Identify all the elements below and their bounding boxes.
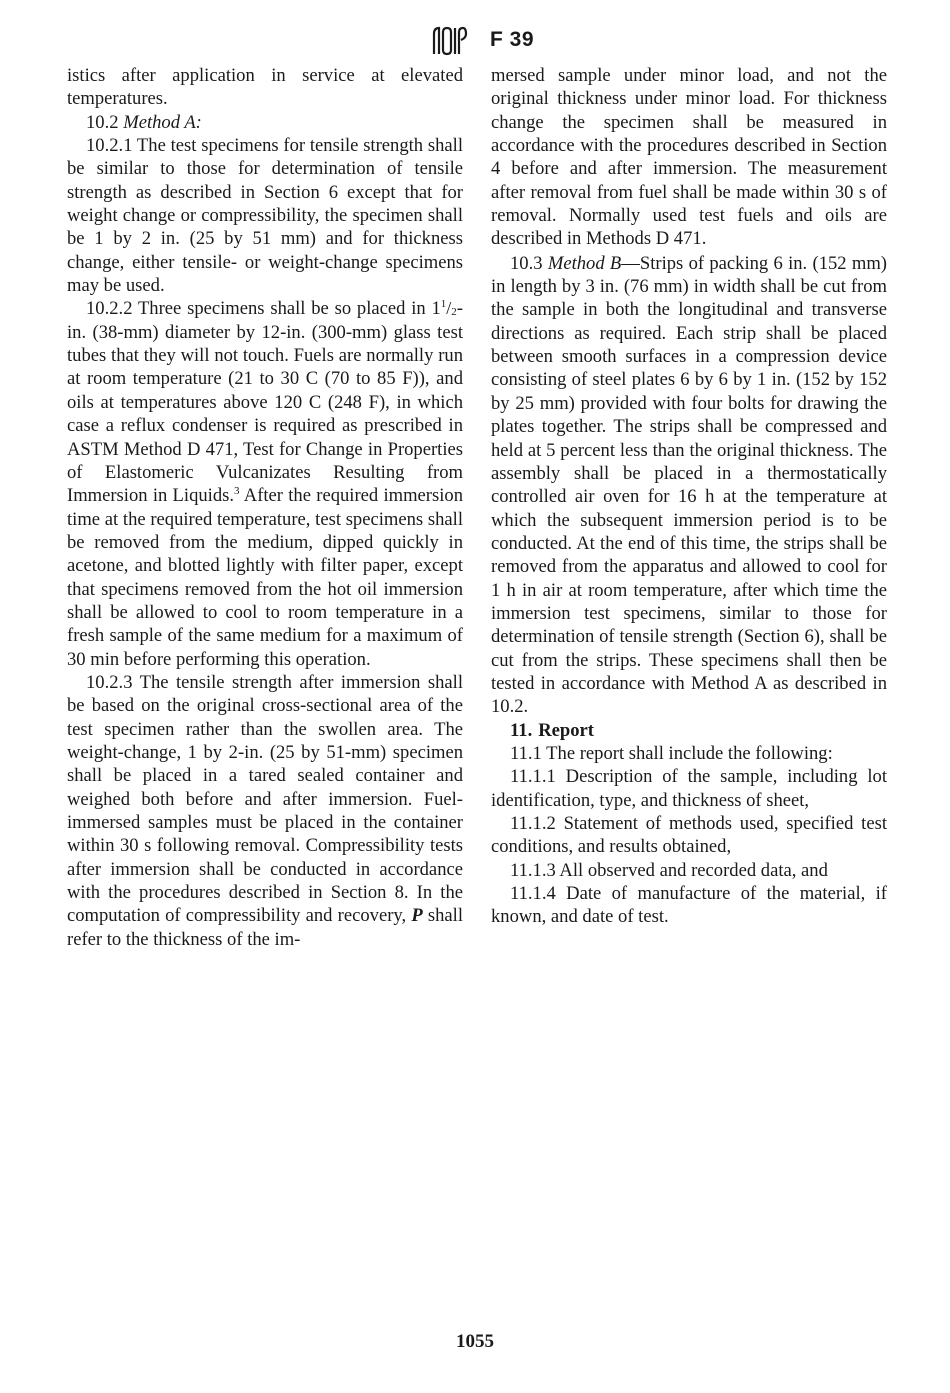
paragraph-11-1-3: 11.1.3 All observed and recorded data, and (510, 859, 828, 881)
fraction-denominator: 2 (451, 306, 457, 319)
standard-designation: F 39 (490, 28, 535, 51)
paragraph-text: 10.2.2 Three specimens shall be so placed in 1 (86, 298, 441, 320)
paragraph-11-1-2: 11.1.2 Statement of methods used, specified test conditions, and results obtained, (491, 813, 887, 858)
subsection-title: Method A: (123, 111, 202, 133)
subsection-title: Method B (547, 252, 622, 274)
paragraph-continuation: istics after application in service at elevated temperatures. (67, 65, 463, 110)
paragraph-10-2-2 (67, 297, 463, 671)
paragraph-11-1-4: 11.1.4 Date of manufacture of the material, if known, and date of test. (491, 883, 887, 928)
paragraph-10-2-1: 10.2.1 The test specimens for tensile strength shall be similar to those for determination of tensile strength as described in Section 6 except that for weight change or compressibility, the specimen shall be 1 by 2 in. (25 by 51 mm) and for thickness change, either tensile- or weight-change specimens may be used. (67, 135, 463, 297)
paragraph-text: -in. (38-mm) diameter by 12-in. (300-mm) glass test tubes that they will not touch. Fuels are normally run at room temperature (21 to 30 C (70 to 85 F)), and oils at temperatures above 120 C (248 F), in which case a reflux condenser is required as prescribed in ASTM Method D 471, Test for Change in Properties of Elastomeric Vulcanizates Resulting from Immersion in Liquids. (67, 298, 463, 507)
fraction: $^1/_2$ (440, 298, 457, 319)
left-column (67, 64, 463, 951)
astm-logo-icon (428, 24, 468, 58)
subsection-number: 10.3 (510, 252, 543, 274)
fraction-numerator: 1 (440, 298, 447, 311)
footnote-marker: 3 (234, 485, 240, 498)
paragraph-10-3 (491, 252, 887, 719)
paragraph-10-2-3 (67, 671, 463, 951)
subsection-number: 10.2 (86, 111, 119, 133)
right-column (491, 64, 887, 929)
paragraph-text: shall refer to the thickness of the im- (67, 905, 463, 950)
section-number: 11. (510, 719, 533, 741)
paragraph-11-1-1: 11.1.1 Description of the sample, including lot identification, type, and thickness of sheet, (491, 766, 887, 811)
subsection-10-2-heading (67, 111, 463, 134)
paragraph-continuation: mersed sample under minor load, and not the original thickness under minor load. For thickness change the specimen shall be measured in accordance with the procedures described in Section 4 before and after immersion. The measurement after removal from fuel shall be made within 30 s of removal. Normally used test fuels and oils are described in Methods D 471. (491, 65, 887, 250)
paragraph-text: —Strips of packing 6 in. (152 mm) in length by 3 in. (76 mm) in width shall be cut from the sample in both the longitudinal and transverse directions as required. Each strip shall be placed between smooth surfaces in a compression device consisting of steel plates 6 by 6 by 1 in. (152 by 152 by 25 mm) provided with four bolts for drawing the plates together. The strips shall be compressed and held at 5 percent less than the original thickness. The assembly shall be placed in a thermostatically controlled air oven for 16 h at the temperature at which the subsequent immersion period is to be conducted. At the end of this time, the strips shall be removed from the apparatus and allowed to cool for 1 h in air at room temperature, after which time the immersion test specimens, similar to those for determination of tensile strength (Section 6), shall be cut from the strips. These specimens shall then be tested in accordance with Method A as described in 10.2. (491, 252, 887, 718)
section-11-heading (491, 719, 887, 742)
paragraph-text: After the required immersion time at the required temperature, test specimens shall be removed from the medium, dipped quickly in acetone, and blotted lightly with filter paper, except that specimens removed from the hot oil immersion shall be allowed to cool to room temperature in a fresh sample of the same medium for a maximum of 30 min before performing this operation. (67, 485, 463, 670)
variable-p: P (411, 905, 423, 927)
paragraph-11-1: 11.1 The report shall include the following: (510, 742, 833, 764)
page-header (0, 22, 950, 62)
paragraph-text: 10.2.3 The tensile strength after immersion shall be based on the original cross-sectional area of the test specimen rather than the swollen area. The weight-change, 1 by 2-in. (25 by 51-mm) specimen shall be placed in a tared sealed container and weighed both before and after immersion. Fuel-immersed samples must be placed in the container within 30 s following removal. Compressibility tests after immersion shall be conducted in accordance with the procedures described in Section 8. In the computation of compressibility and recovery, (67, 671, 463, 927)
page-number: 1055 (456, 1331, 494, 1352)
section-title: Report (538, 719, 594, 741)
